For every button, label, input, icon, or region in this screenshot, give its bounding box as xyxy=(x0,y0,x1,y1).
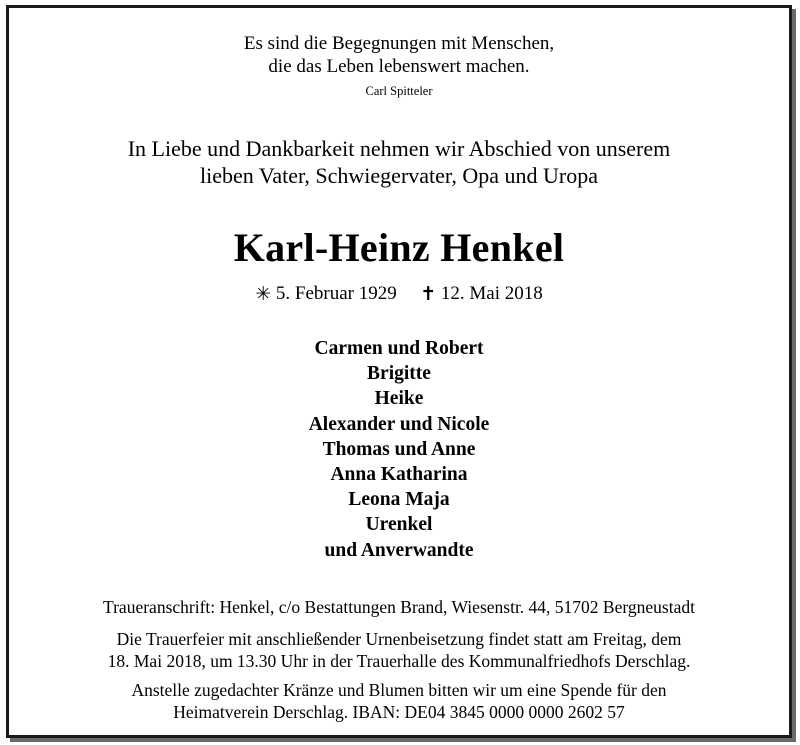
mourning-address: Traueranschrift: Henkel, c/o Bestattungen Brand, Wiesenstr. 44, 51702 Bergneustadt xyxy=(103,597,695,617)
ceremony-info xyxy=(9,628,789,672)
mourners-list xyxy=(9,336,789,563)
ceremony-line-2: 18. Mai 2018, um 13.30 Uhr in der Trauerhalle des Kommunalfriedhofs Derschlag. xyxy=(107,651,691,671)
quote xyxy=(9,32,789,78)
death-cross-icon: ✝ xyxy=(420,283,437,305)
mourner-item: Heike xyxy=(374,388,424,410)
mourner-item: und Anverwandte xyxy=(324,539,474,561)
mourner-item: Thomas und Anne xyxy=(322,438,476,460)
mourner-item: Anna Katharina xyxy=(330,464,468,486)
death-date: 12. Mai 2018 xyxy=(440,283,543,304)
mourner-item: Brigitte xyxy=(367,363,431,385)
mourner-item: Leona Maja xyxy=(348,489,450,511)
quote-author: Carl Spitteler xyxy=(365,84,433,98)
mourner-item: Alexander und Nicole xyxy=(308,413,490,435)
donation-info xyxy=(9,679,789,723)
birth-star-icon: ✳ xyxy=(255,283,272,305)
deceased-name: Karl-Heinz Henkel xyxy=(233,225,565,270)
birth-date: 5. Februar 1929 xyxy=(275,283,397,304)
quote-line-2: die das Leben lebenswert machen. xyxy=(268,56,530,77)
quote-line-1: Es sind die Begegnungen mit Menschen, xyxy=(243,33,555,54)
intro-line-2: lieben Vater, Schwiegervater, Opa und Uropa xyxy=(200,163,598,188)
donation-line-2: Heimatverein Derschlag. IBAN: DE04 3845 0000 0000 2602 57 xyxy=(173,702,625,722)
obituary-frame xyxy=(6,5,792,738)
mourner-item: Carmen und Robert xyxy=(314,338,484,359)
life-dates xyxy=(9,282,789,307)
intro-text xyxy=(9,135,789,189)
mourner-item: Urenkel xyxy=(365,514,433,536)
donation-line-1: Anstelle zugedachter Kränze und Blumen bitten wir um eine Spende für den xyxy=(131,680,667,700)
ceremony-line-1: Die Trauerfeier mit anschließender Urnenbeisetzung findet statt am Freitag, dem xyxy=(116,629,682,649)
intro-line-1: In Liebe und Dankbarkeit nehmen wir Abschied von unserem xyxy=(127,136,671,161)
